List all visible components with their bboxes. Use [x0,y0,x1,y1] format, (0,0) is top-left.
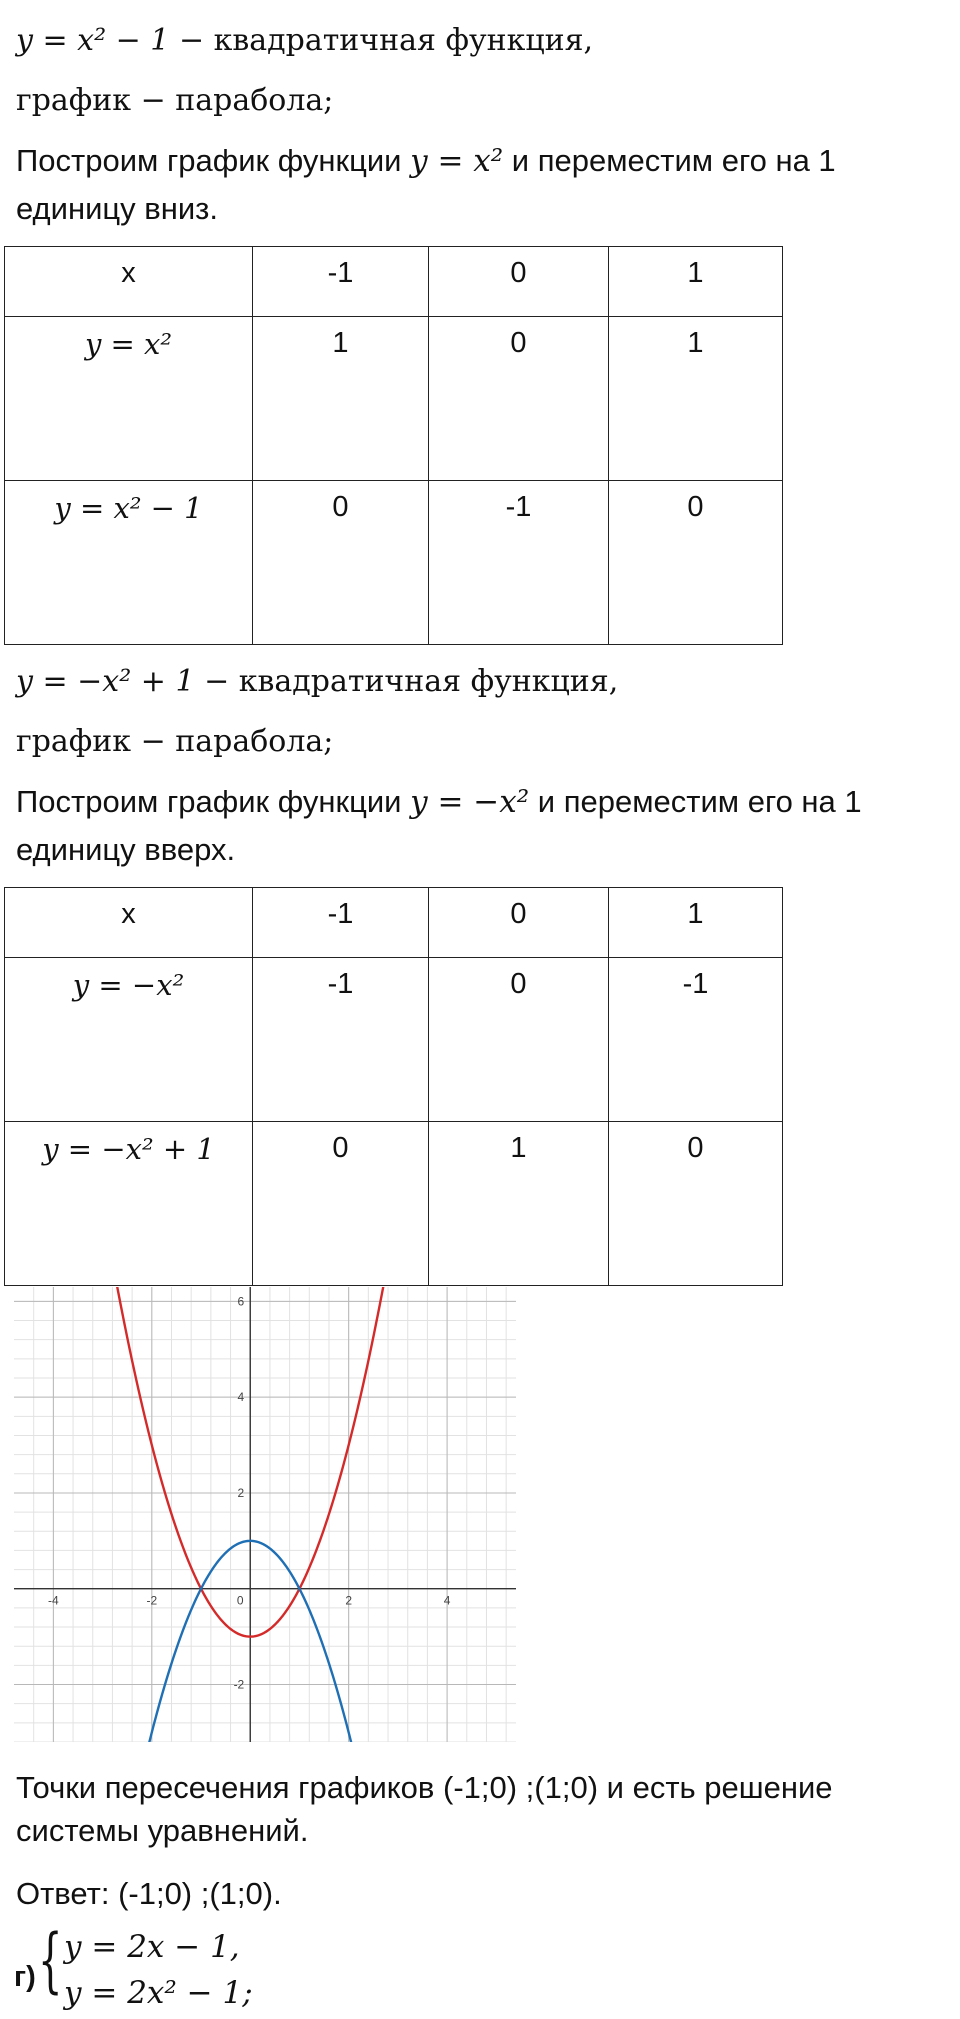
table-cell: 0 [253,481,429,645]
build-suffix: и переместим его на 1 [503,143,836,178]
intro-line-1 [16,664,619,699]
table-cell: 0 [429,958,609,1122]
header-cell: -1 [253,888,429,958]
build-instruction [16,145,836,177]
row-label: y = −x² [5,958,253,1122]
item-label: г) [14,1961,36,1993]
parabola-graph [14,1287,516,1742]
table-row [5,481,783,645]
row-label: y = x² − 1 [5,481,253,645]
table-cell: 0 [609,1122,783,1286]
conclusion-line-1: Точки пересечения графиков (-1;0) ;(1;0) и есть решение [16,1770,833,1805]
y-tick-label: 4 [237,1390,245,1405]
x-tick-label: 2 [345,1593,353,1608]
y-tick-label: 6 [237,1294,245,1309]
values-table-1 [4,246,783,645]
system-equation-2: y = 2x² − 1; [64,1975,253,2011]
answer: Ответ: (-1;0) ;(1;0). [16,1876,282,1911]
values-table-2 [4,887,783,1286]
table-cell: -1 [609,958,783,1122]
table-cell: 0 [253,1122,429,1286]
intro-line-1 [16,23,594,58]
y-tick-label: -2 [233,1677,245,1692]
table-cell: 0 [609,481,783,645]
x-tick-label: -4 [48,1593,59,1608]
build-prefix: Построим график функции [16,784,411,819]
intro-line-2: график − парабола; [16,724,334,759]
system-brace: { [38,1919,63,2001]
header-cell: 1 [609,247,783,317]
row-label: y = x² [5,317,253,481]
header-cell: x [5,247,253,317]
header-cell: -1 [253,247,429,317]
row-label: y = −x² + 1 [5,1122,253,1286]
table-header-row [5,888,783,958]
build-instruction-line-2: единицу вниз. [16,191,218,226]
table-row [5,958,783,1122]
build-prefix: Построим график функции [16,143,411,178]
header-cell: 0 [429,247,609,317]
header-cell: x [5,888,253,958]
x-tick-label: -2 [146,1593,158,1608]
y-tick-label: 2 [237,1485,245,1500]
function-equation: y = x² − 1 [16,23,170,58]
header-cell: 0 [429,888,609,958]
table-cell: 1 [609,317,783,481]
build-equation: y = −x² [410,784,530,820]
function-equation: y = −x² + 1 [16,664,195,699]
system-equation-1: y = 2x − 1, [64,1929,240,1965]
build-instruction [16,786,862,818]
table-cell: -1 [253,958,429,1122]
function-description: − квадратичная функция, [194,664,619,699]
equation-system [14,1919,414,2017]
table-cell: 1 [429,1122,609,1286]
build-suffix: и переместим его на 1 [529,784,862,819]
x-tick-label: 0 [236,1593,244,1608]
conclusion-line-2: системы уравнений. [16,1813,309,1848]
x-tick-label: 4 [443,1593,451,1608]
build-equation: y = x² [410,143,504,179]
table-cell: 1 [253,317,429,481]
build-instruction-line-2: единицу вверх. [16,832,236,867]
function-description: − квадратичная функция, [169,23,594,58]
table-header-row [5,247,783,317]
table-row [5,1122,783,1286]
intro-line-2: график − парабола; [16,83,334,118]
table-row [5,317,783,481]
table-cell: -1 [429,481,609,645]
header-cell: 1 [609,888,783,958]
table-cell: 0 [429,317,609,481]
